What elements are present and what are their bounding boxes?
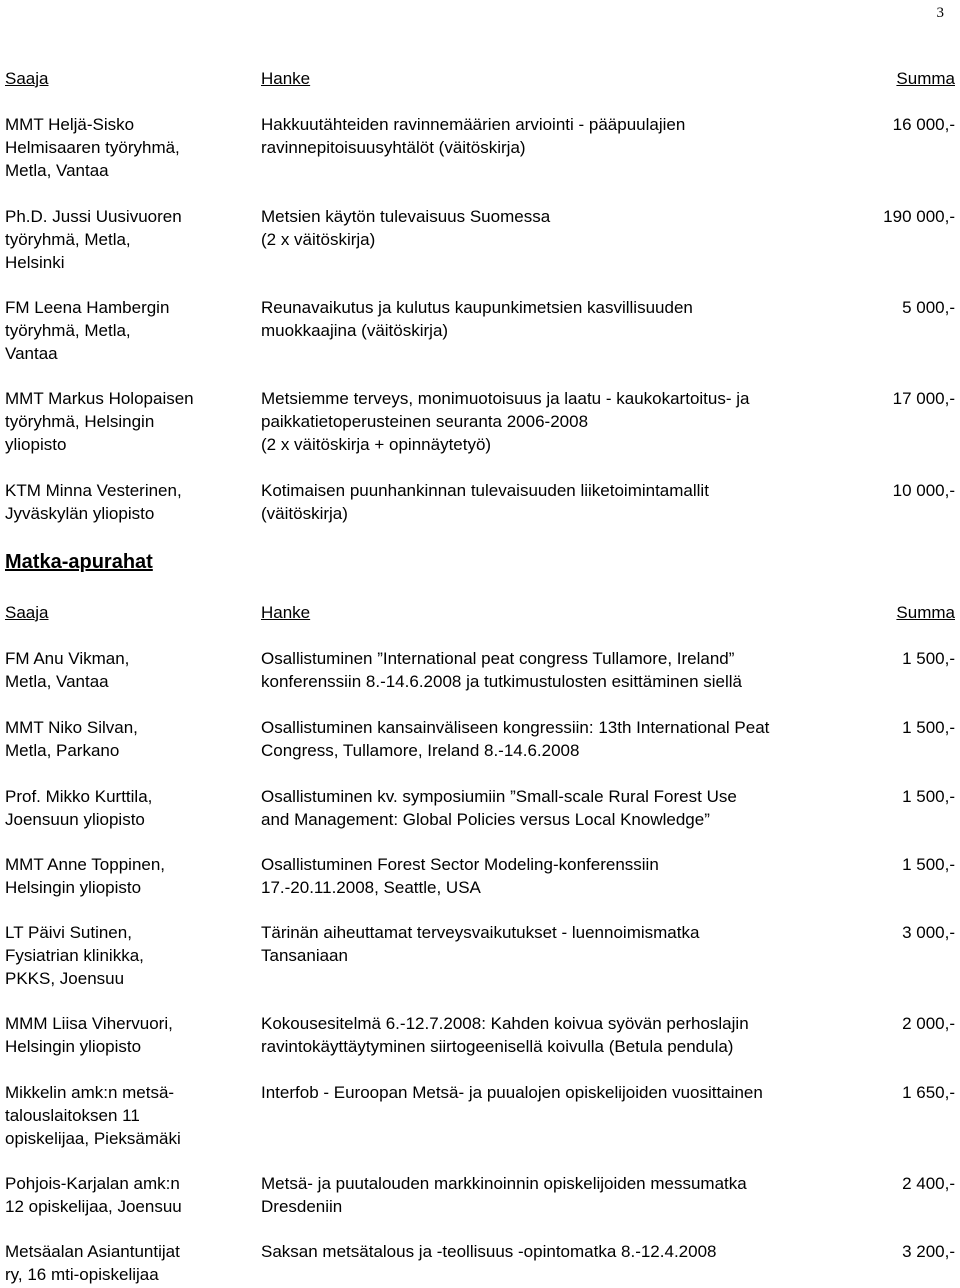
project-line: muokkaajina (väitöskirja) <box>261 321 449 340</box>
recipient-line: LT Päivi Sutinen, <box>5 923 132 942</box>
recipient-cell <box>5 387 250 456</box>
project-cell <box>261 296 871 342</box>
project-line: Tansaniaan <box>261 946 348 965</box>
project-line: ravintokäyttäytyminen siirtogeenisellä koivulla (Betula pendula) <box>261 1037 734 1056</box>
recipient-line: Joensuun yliopisto <box>5 810 145 829</box>
page-number: 3 <box>936 5 944 21</box>
recipient-line: PKKS, Joensuu <box>5 969 125 988</box>
amount-cell: 1 500,- <box>902 787 955 806</box>
recipient-line: Ph.D. Jussi Uusivuoren <box>5 207 182 226</box>
amount-cell: 2 000,- <box>902 1014 955 1033</box>
recipient-line: MMT Markus Holopaisen <box>5 389 194 408</box>
recipient-line: MMT Niko Silvan, <box>5 718 138 737</box>
recipient-cell <box>5 113 250 182</box>
project-line: konferenssiin 8.-14.6.2008 ja tutkimustulosten esittäminen siellä <box>261 672 742 691</box>
recipient-line: Metla, Vantaa <box>5 672 109 691</box>
amount-cell: 2 400,- <box>902 1174 955 1193</box>
recipient-line: Helmisaaren työryhmä, <box>5 138 180 157</box>
project-cell <box>261 716 871 762</box>
recipient-cell <box>5 785 250 831</box>
recipient-cell <box>5 853 250 899</box>
recipient-cell <box>5 1240 250 1286</box>
project-line: ravinnepitoisuusyhtälöt (väitöskirja) <box>261 138 526 157</box>
project-line: Tärinän aiheuttamat terveysvaikutukset - luennoimismatka <box>261 923 700 942</box>
project-line: (väitöskirja) <box>261 504 348 523</box>
recipient-cell <box>5 1172 250 1218</box>
recipient-cell <box>5 479 250 525</box>
recipient-cell <box>5 1081 250 1150</box>
recipient-line: työryhmä, Metla, <box>5 230 131 249</box>
project-line: Saksan metsätalous ja -teollisuus -opintomatka 8.-12.4.2008 <box>261 1242 717 1261</box>
recipient-line: ry, 16 mti-opiskelijaa <box>5 1265 159 1284</box>
project-line: Congress, Tullamore, Ireland 8.-14.6.2008 <box>261 741 580 760</box>
project-cell <box>261 921 871 967</box>
recipient-line: Metla, Parkano <box>5 741 120 760</box>
amount-cell: 3 200,- <box>902 1242 955 1261</box>
recipient-line: Helsingin yliopisto <box>5 1037 142 1056</box>
amount-cell: 1 500,- <box>902 649 955 668</box>
recipient-line: MMT Anne Toppinen, <box>5 855 166 874</box>
amount-cell: 1 500,- <box>902 718 955 737</box>
header-saaja: Saaja <box>5 69 49 88</box>
amount-cell: 16 000,- <box>892 115 955 134</box>
project-line: Kotimaisen puunhankinnan tulevaisuuden liiketoimintamallit <box>261 481 709 500</box>
amount-cell: 3 000,- <box>902 923 955 942</box>
recipient-line: työryhmä, Helsingin <box>5 412 155 431</box>
project-line: and Management: Global Policies versus Local Knowledge” <box>261 810 710 829</box>
recipient-cell <box>5 296 250 365</box>
recipient-line: MMT Heljä-Sisko <box>5 115 135 134</box>
project-cell <box>261 113 871 159</box>
project-line: Metsä- ja puutalouden markkinoinnin opiskelijoiden messumatka <box>261 1174 747 1193</box>
recipient-line: KTM Minna Vesterinen, <box>5 481 182 500</box>
recipient-line: Vantaa <box>5 344 58 363</box>
project-line: Hakkuutähteiden ravinnemäärien arviointi - pääpuulajien <box>261 115 686 134</box>
project-cell <box>261 785 871 831</box>
project-line: (2 x väitöskirja + opinnäytetyö) <box>261 435 492 454</box>
project-line: Osallistuminen kansainväliseen kongressiin: 13th International Peat <box>261 718 770 737</box>
project-line: (2 x väitöskirja) <box>261 230 376 249</box>
amount-cell: 190 000,- <box>883 207 955 226</box>
project-cell <box>261 1081 871 1104</box>
project-cell <box>261 387 871 456</box>
table-header <box>5 67 955 90</box>
project-line: Osallistuminen kv. symposiumiin ”Small-scale Rural Forest Use <box>261 787 737 806</box>
recipient-cell <box>5 647 250 693</box>
section-title-matka-apurahat: Matka-apurahat <box>5 551 153 573</box>
recipient-line: Jyväskylän yliopisto <box>5 504 155 523</box>
recipient-cell <box>5 716 250 762</box>
header-summa: Summa <box>896 69 955 88</box>
recipient-line: Pohjois-Karjalan amk:n <box>5 1174 180 1193</box>
recipient-line: FM Leena Hambergin <box>5 298 170 317</box>
header-hanke: Hanke <box>261 69 311 88</box>
project-line: paikkatietoperusteinen seuranta 2006-2008 <box>261 412 589 431</box>
project-cell <box>261 479 871 525</box>
recipient-line: Metsäalan Asiantuntijat <box>5 1242 180 1261</box>
recipient-line: 12 opiskelijaa, Joensuu <box>5 1197 182 1216</box>
project-line: Interfob - Euroopan Metsä- ja puualojen opiskelijoiden vuosittainen <box>261 1083 763 1102</box>
table-header <box>5 601 955 624</box>
recipient-line: talouslaitoksen 11 <box>5 1106 140 1125</box>
project-line: Kokousesitelmä 6.-12.7.2008: Kahden koivua syövän perhoslajin <box>261 1014 749 1033</box>
header-summa: Summa <box>896 603 955 622</box>
recipient-line: Metla, Vantaa <box>5 161 109 180</box>
recipient-line: Helsingin yliopisto <box>5 878 142 897</box>
project-line: Dresdeniin <box>261 1197 343 1216</box>
project-cell <box>261 853 871 899</box>
project-line: Metsiemme terveys, monimuotoisuus ja laatu - kaukokartoitus- ja <box>261 389 750 408</box>
project-line: Reunavaikutus ja kulutus kaupunkimetsien kasvillisuuden <box>261 298 693 317</box>
project-cell <box>261 1240 871 1263</box>
recipient-line: yliopisto <box>5 435 67 454</box>
recipient-line: Helsinki <box>5 253 65 272</box>
project-cell <box>261 1172 871 1218</box>
header-hanke: Hanke <box>261 603 311 622</box>
recipient-cell <box>5 1012 250 1058</box>
project-line: Metsien käytön tulevaisuus Suomessa <box>261 207 551 226</box>
recipient-line: Mikkelin amk:n metsä- <box>5 1083 175 1102</box>
recipient-cell <box>5 921 250 990</box>
recipient-line: FM Anu Vikman, <box>5 649 130 668</box>
amount-cell: 10 000,- <box>892 481 955 500</box>
recipient-line: Fysiatrian klinikka, <box>5 946 144 965</box>
recipient-cell <box>5 205 250 274</box>
project-line: Osallistuminen Forest Sector Modeling-konferenssiin <box>261 855 659 874</box>
recipient-line: opiskelijaa, Pieksämäki <box>5 1129 181 1148</box>
recipient-line: MMM Liisa Vihervuori, <box>5 1014 173 1033</box>
project-line: Osallistuminen ”International peat congress Tullamore, Ireland” <box>261 649 735 668</box>
travel-grants-table <box>5 601 955 1284</box>
amount-cell: 17 000,- <box>892 389 955 408</box>
header-saaja: Saaja <box>5 603 49 622</box>
project-cell <box>261 647 871 693</box>
amount-cell: 1 650,- <box>902 1083 955 1102</box>
recipient-line: työryhmä, Metla, <box>5 321 131 340</box>
research-grants-table <box>5 67 955 523</box>
amount-cell: 5 000,- <box>902 298 955 317</box>
amount-cell: 1 500,- <box>902 855 955 874</box>
recipient-line: Prof. Mikko Kurttila, <box>5 787 153 806</box>
project-cell <box>261 1012 871 1058</box>
project-line: 17.-20.11.2008, Seattle, USA <box>261 878 481 897</box>
project-cell <box>261 205 871 251</box>
